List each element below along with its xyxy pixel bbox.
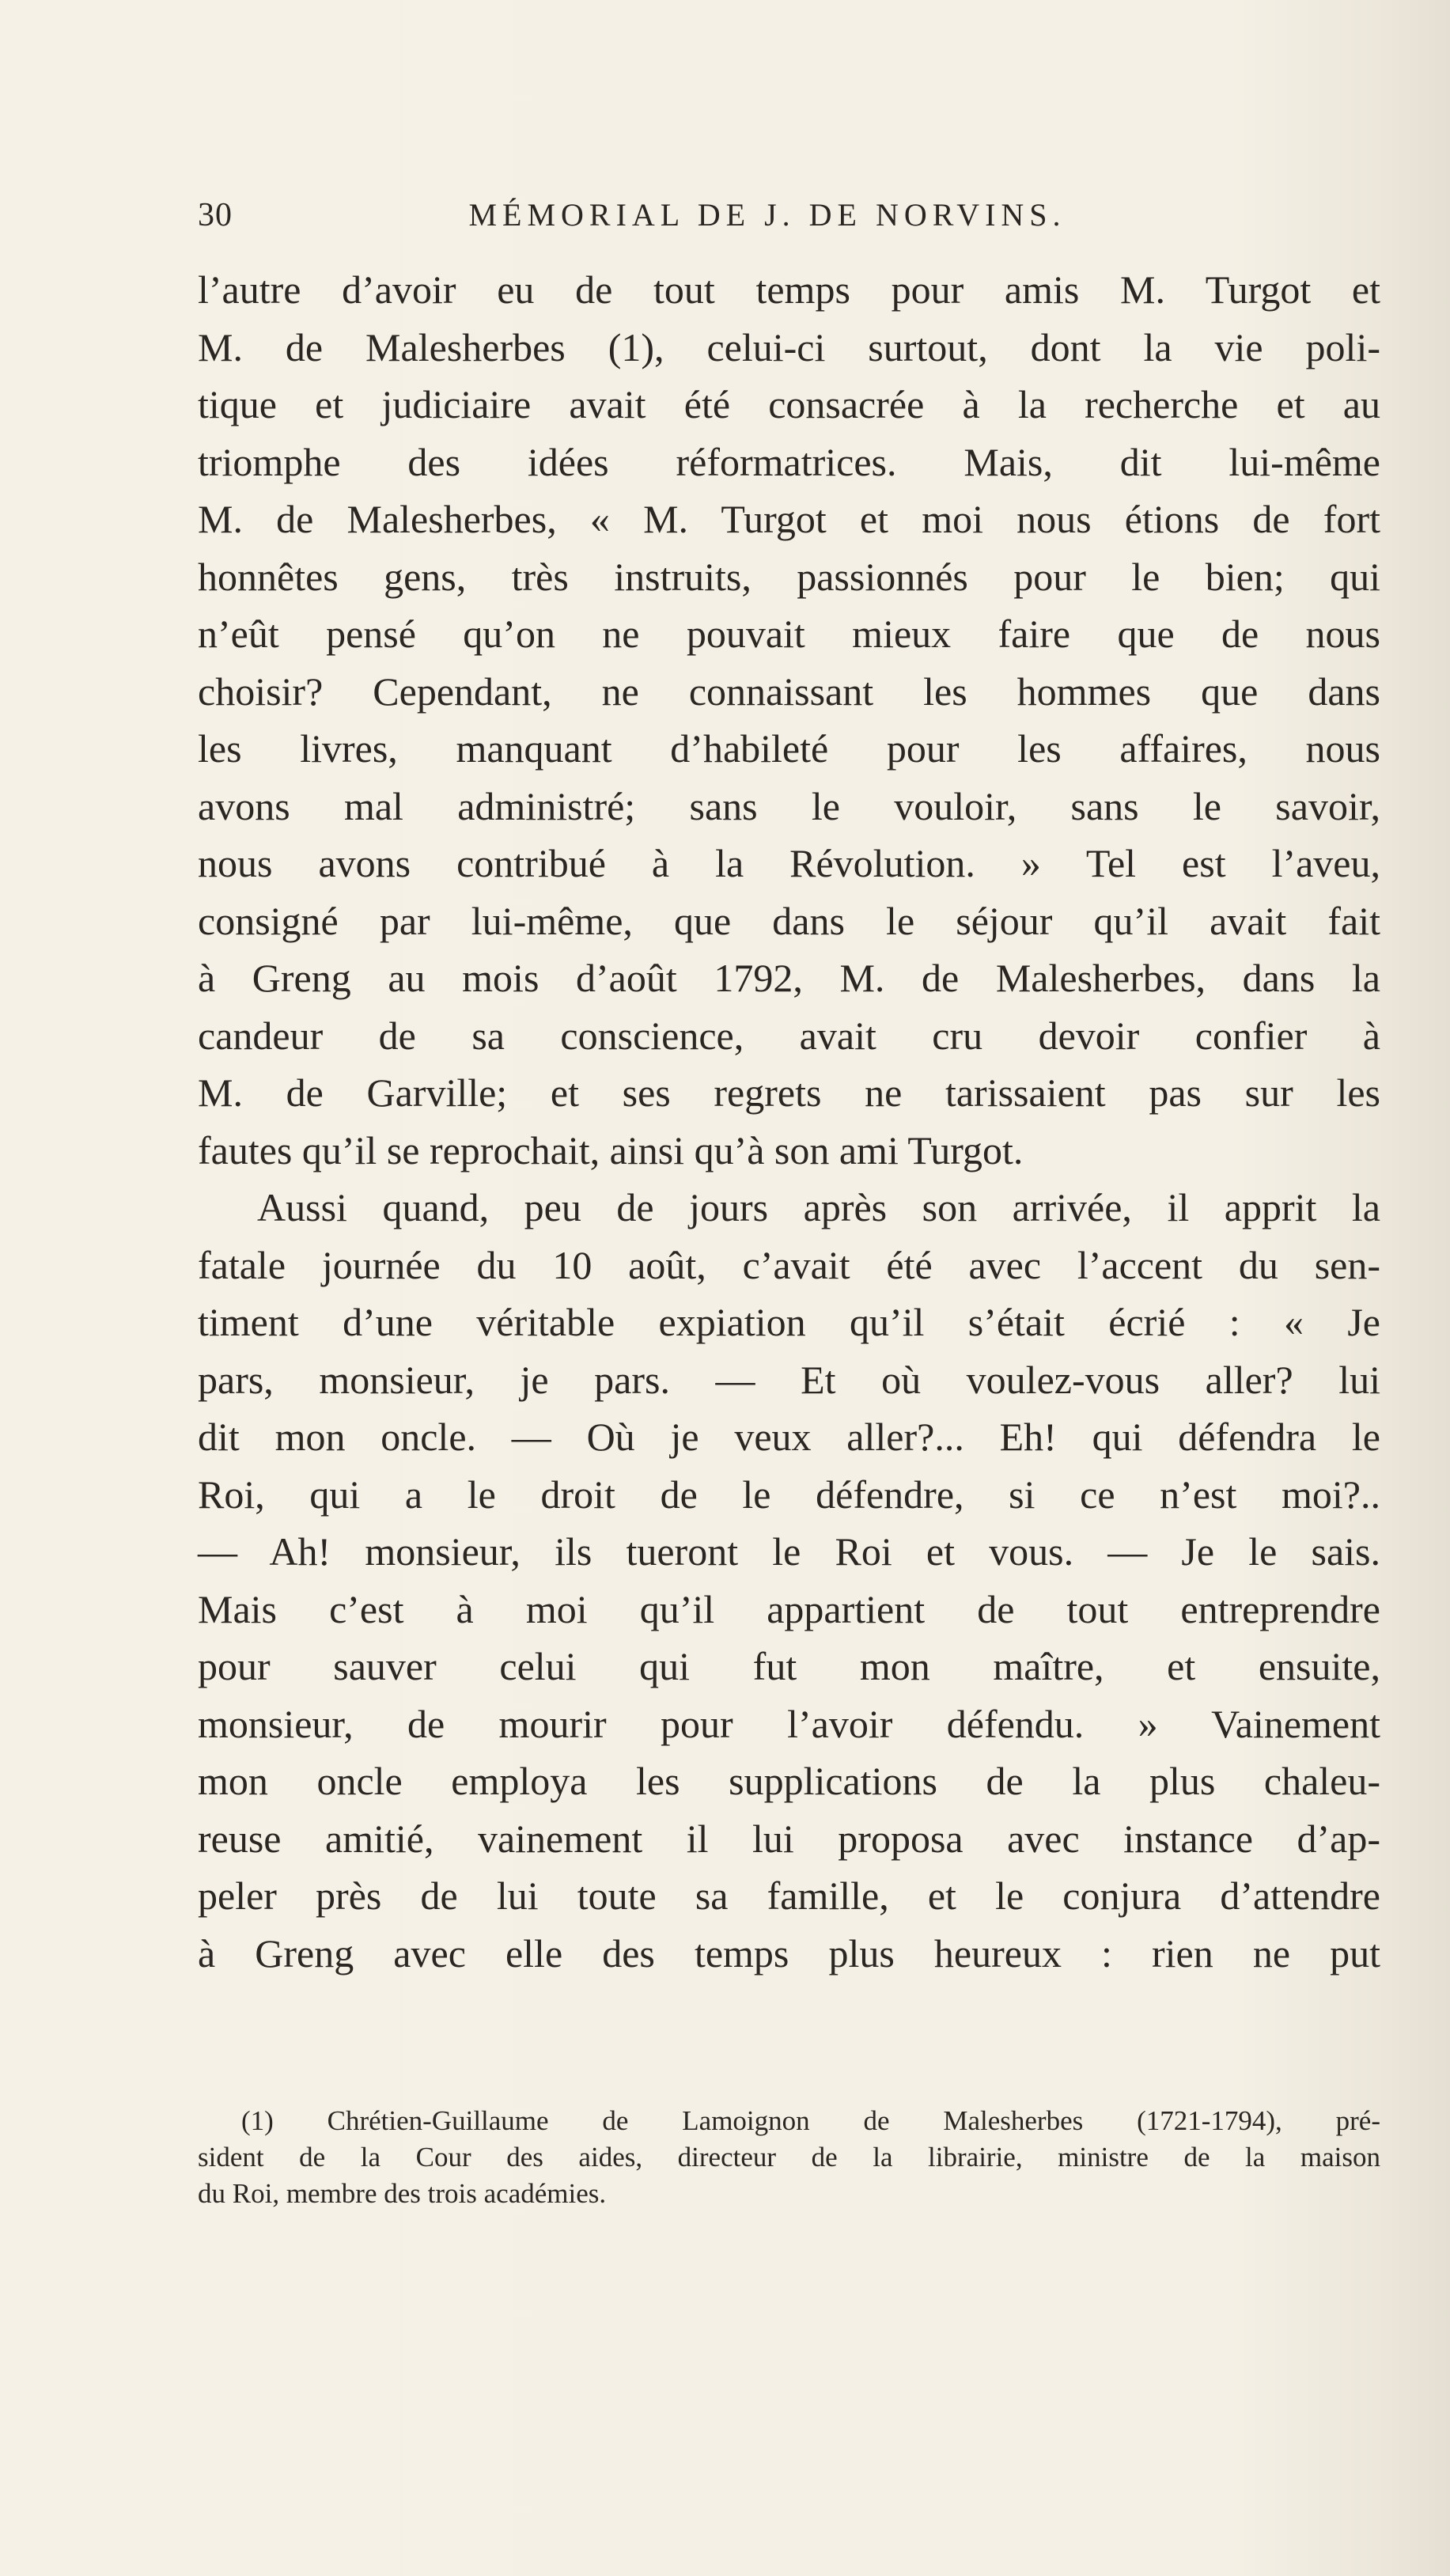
footnote-line: du Roi, membre des trois académies. [198,2178,607,2209]
page-header [198,196,1337,244]
text-line: avons mal administré; sans le vouloir, sans le savoir, [198,783,1380,828]
text-line: choisir? Cependant, ne connaissant les hommes que dans [198,669,1380,714]
footnote-line: sident de la Cour des aides, directeur de la librairie, ministre de la maison [198,2142,1380,2173]
text-line: candeur de sa conscience, avait cru devoir confier à [198,1013,1380,1058]
text-line: pars, monsieur, je pars. — Et où voulez-vous aller? lui [198,1357,1380,1402]
text-line: M. de Malesherbes (1), celui-ci surtout, dont la vie poli- [198,324,1380,369]
text-line: reuse amitié, vainement il lui proposa avec instance d’ap- [198,1816,1380,1861]
text-line: à Greng avec elle des temps plus heureux : rien ne put [198,1930,1380,1976]
running-head: MÉMORIAL DE J. DE NORVINS. [468,197,1066,233]
text-line: M. de Garville; et ses regrets ne tarissaient pas sur les [198,1070,1380,1115]
text-line: monsieur, de mourir pour l’avoir défendu. » Vainement [198,1701,1380,1746]
text-line: timent d’une véritable expiation qu’il s’était écrié : « Je [198,1300,1380,1344]
text-line: — Ah! monsieur, ils tueront le Roi et vous. — Je le sais. [198,1529,1380,1574]
text-line: Roi, qui a le droit de le défendre, si ce n’est moi?.. [198,1472,1380,1517]
text-line: nous avons contribué à la Révolution. » Tel est l’aveu, [198,841,1380,885]
text-line: fatale journée du 10 août, c’avait été avec l’accent du sen- [198,1242,1380,1287]
page-number: 30 [198,197,233,233]
body-text [198,261,1380,1982]
text-line: n’eût pensé qu’on ne pouvait mieux faire que de nous [198,612,1380,656]
text-line: triomphe des idées réformatrices. Mais, dit lui-même [198,439,1380,484]
text-line: l’autre d’avoir eu de tout temps pour amis M. Turgot et [198,267,1380,312]
text-line: M. de Malesherbes, « M. Turgot et moi nous étions de fort [198,497,1380,541]
text-line: Mais c’est à moi qu’il appartient de tout entreprendre [198,1586,1380,1631]
text-line: tique et judiciaire avait été consacrée à la recherche et au [198,382,1380,426]
footnote [198,2103,1380,2212]
text-line: peler près de lui toute sa famille, et le conjura d’attendre [198,1873,1380,1918]
text-line: à Greng au mois d’août 1792, M. de Malesherbes, dans la [198,956,1380,1000]
text-line: fautes qu’il se reprochait, ainsi qu’à son ami Turgot. [198,1127,1024,1172]
text-line: Aussi quand, peu de jours après son arrivée, il apprit la [257,1185,1380,1229]
text-line: honnêtes gens, très instruits, passionnés pour le bien; qui [198,554,1380,599]
footnote-line: (1) Chrétien-Guillaume de Lamoignon de Malesherbes (1721-1794), pré- [241,2105,1380,2136]
text-line: consigné par lui-même, que dans le séjour qu’il avait fait [198,898,1380,943]
text-line: pour sauver celui qui fut mon maître, et ensuite, [198,1644,1380,1688]
text-line: les livres, manquant d’habileté pour les affaires, nous [198,726,1380,771]
text-line: mon oncle employa les supplications de la plus chaleu- [198,1759,1380,1803]
text-line: dit mon oncle. — Où je veux aller?... Eh! qui défendra le [198,1415,1380,1459]
